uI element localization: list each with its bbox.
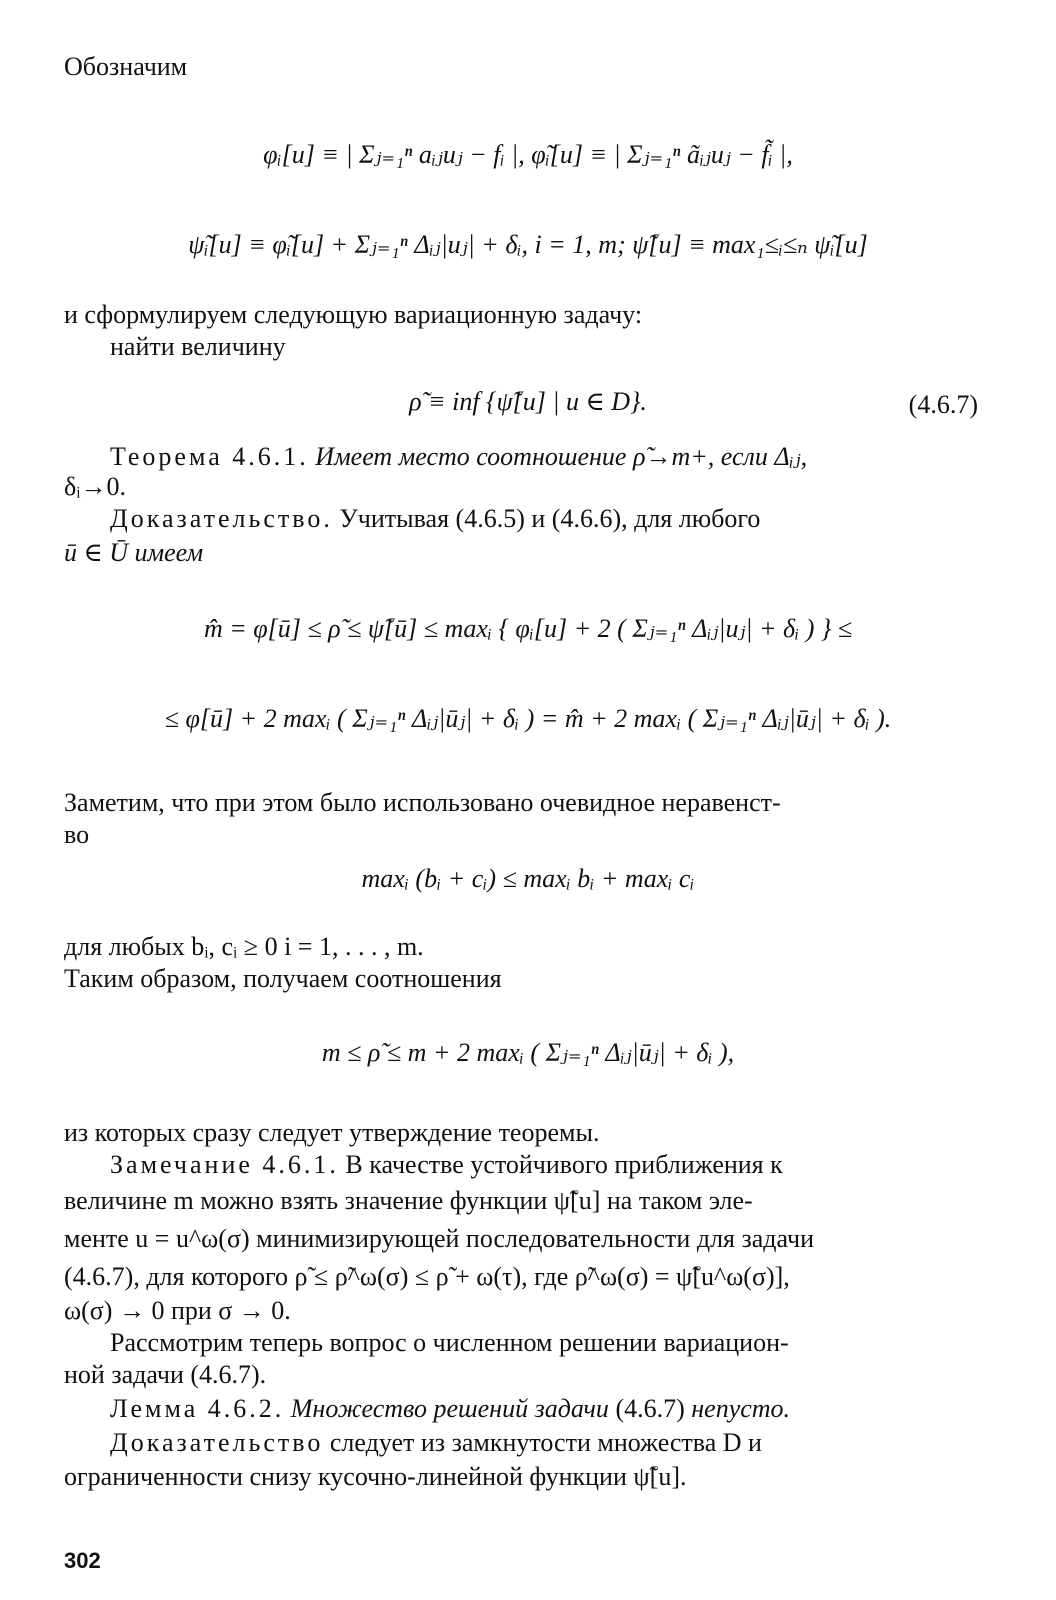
lemma-ref: (4.6.7) — [615, 1394, 685, 1423]
proof-line — [110, 502, 1040, 536]
consider-text-2: ной задачи (4.6.7). — [64, 1360, 267, 1389]
remark-label: Замечание 4.6.1. — [110, 1150, 339, 1179]
formula-chain-2: ≤ φ[ū] + 2 maxᵢ ( Σⱼ₌₁ⁿ Δᵢⱼ|ūⱼ| + δᵢ ) = m̂ + 2 maxᵢ ( Σⱼ₌₁ⁿ Δᵢⱼ|ūⱼ| + δᵢ ). — [164, 704, 892, 733]
text-note: Заметим, что при этом было использовано очевидное неравенст- — [64, 788, 781, 817]
theorem-line — [110, 440, 1040, 474]
intro-text: Обозначим — [64, 52, 188, 81]
remark-text-3: менте u = u^ω(σ) минимизирующей последовательности для задачи — [64, 1224, 815, 1253]
theorem-text-2: δᵢ→0. — [64, 472, 127, 501]
text-forall: для любых bᵢ, cᵢ ≥ 0 i = 1, . . . , m. — [64, 932, 424, 961]
proof2-label: Доказательство — [110, 1428, 324, 1457]
proof-text: Учитывая (4.6.5) и (4.6.6), для любого — [339, 504, 761, 533]
lemma-end: непусто. — [691, 1394, 791, 1423]
text-thus: Таким образом, получаем соотношения — [64, 964, 502, 993]
remark-text-5: ω(σ) → 0 при σ → 0. — [64, 1296, 291, 1325]
proof2-text-1: следует из замкнутости множества D и — [329, 1428, 762, 1457]
proof2-text-2: ограниченности снизу кусочно-линейной функции ψ̃[u]. — [64, 1462, 687, 1491]
consider-text-1: Рассмотрим теперь вопрос о численном решении вариацион- — [110, 1328, 789, 1357]
page-number: 302 — [64, 1548, 101, 1573]
text-follows: из которых сразу следует утверждение теоремы. — [64, 1118, 600, 1147]
equation-number: (4.6.7) — [908, 390, 978, 419]
formula-ineq: m ≤ ρ̃ ≤ m + 2 maxᵢ ( Σⱼ₌₁ⁿ Δᵢⱼ|ūⱼ| + δᵢ ), — [321, 1038, 735, 1067]
formula-phi: φᵢ[u] ≡ | Σⱼ₌₁ⁿ aᵢⱼuⱼ − fᵢ |, φ̃ᵢ[u] ≡ | Σⱼ₌₁ⁿ ãᵢⱼuⱼ − f̃ᵢ |, — [263, 140, 793, 169]
formula-rho: ρ̃ ≡ inf {ψ̃[u] | u ∈ D}. — [409, 387, 647, 416]
remark-line — [110, 1148, 1040, 1182]
remark-text-4: (4.6.7), для которого ρ̃ ≤ ρ̃^ω(σ) ≤ ρ̃ + ω(τ), где ρ̃^ω(σ) = ψ̃[u^ω(σ)], — [64, 1262, 790, 1291]
text-note-2: во — [64, 820, 90, 849]
proof2-line — [110, 1426, 1040, 1460]
remark-text-1: В качестве устойчивого приближения к — [345, 1150, 783, 1179]
formula-chain-1: m̂ = φ[ū] ≤ ρ̃ ≤ ψ̃[ū] ≤ maxᵢ { φᵢ[u] + 2 ( Σⱼ₌₁ⁿ Δᵢⱼ|uⱼ| + δᵢ ) } ≤ — [203, 614, 853, 643]
lemma-text: Множество решений задачи — [290, 1394, 609, 1423]
text-find: найти величину — [110, 332, 286, 361]
lemma-label: Лемма 4.6.2. — [110, 1394, 285, 1423]
theorem-text: Имеет место соотношение ρ̃→m+, если Δᵢⱼ, — [315, 442, 808, 471]
text-formulate: и сформулируем следующую вариационную задачу: — [64, 300, 643, 329]
proof-text-2: ū ∈ Ū имеем — [64, 538, 204, 567]
formula-psi: ψ̃ᵢ[u] ≡ φ̃ᵢ[u] + Σⱼ₌₁ⁿ Δᵢⱼ|uⱼ| + δᵢ, i = 1, m; ψ̃[u] ≡ max₁≤ᵢ≤ₙ ψ̃ᵢ[u] — [188, 230, 868, 259]
theorem-label: Теорема 4.6.1. — [110, 442, 309, 471]
remark-text-2: величине m можно взять значение функции ψ̃[u] на таком эле- — [64, 1186, 753, 1215]
formula-max: maxᵢ (bᵢ + cᵢ) ≤ maxᵢ bᵢ + maxᵢ cᵢ — [361, 864, 695, 893]
proof-label: Доказательство. — [110, 504, 333, 533]
lemma-line — [110, 1392, 1040, 1426]
